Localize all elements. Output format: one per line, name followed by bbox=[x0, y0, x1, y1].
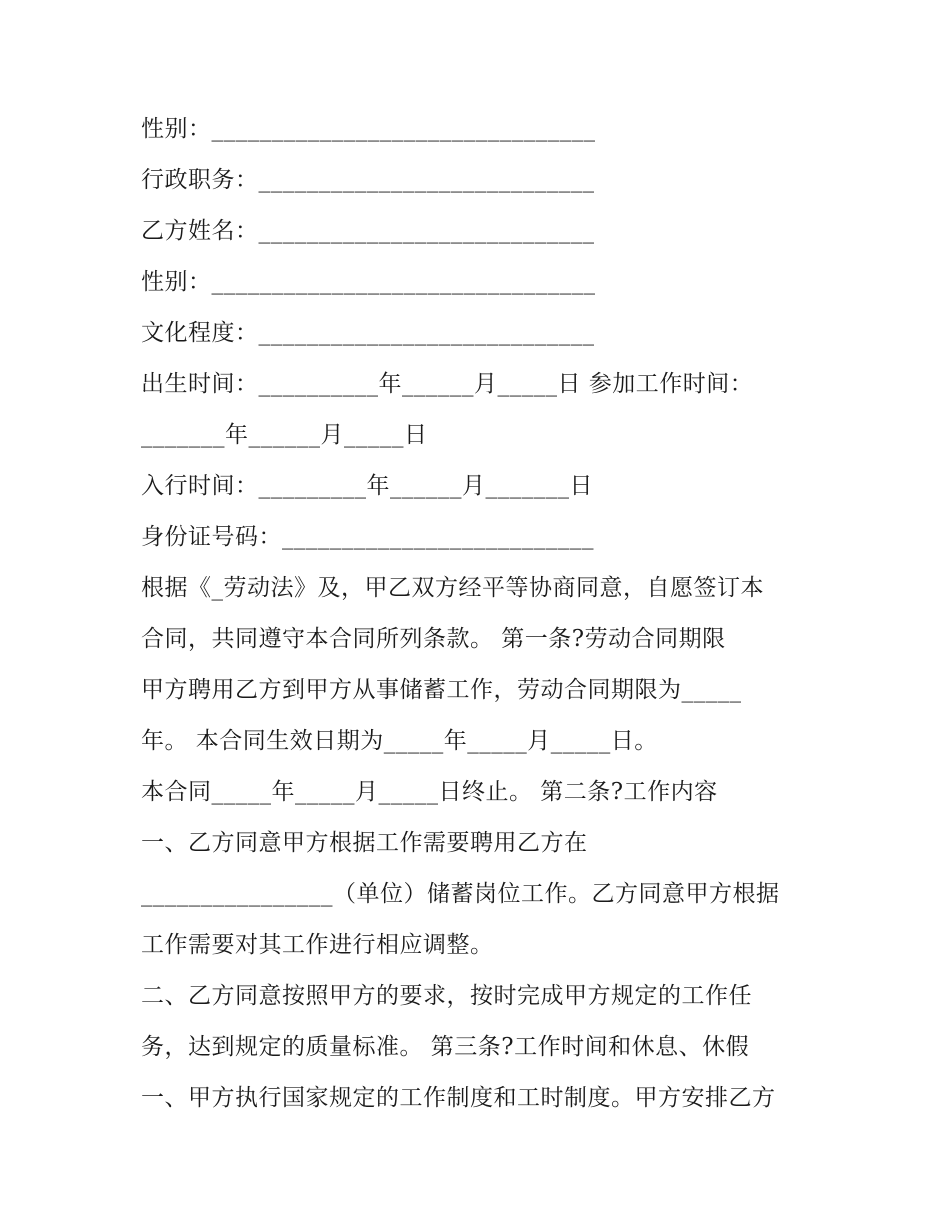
paragraph-line: 本合同_____年_____月_____日终止。 第二条?工作内容 bbox=[141, 779, 718, 805]
field-education-level: 文化程度：____________________________ bbox=[141, 320, 595, 346]
paragraph-line: 一、乙方同意甲方根据工作需要聘用乙方在 bbox=[141, 830, 588, 856]
paragraph-line: 务，达到规定的质量标准。 第三条?工作时间和休息、休假 bbox=[141, 1034, 750, 1060]
paragraph-line: 根据《_劳动法》及，甲乙双方经平等协商同意，自愿签订本 bbox=[141, 575, 764, 601]
paragraph-line: 一、甲方执行国家规定的工作制度和工时制度。甲方安排乙方 bbox=[141, 1085, 776, 1111]
paragraph-line: 年。 本合同生效日期为_____年_____月_____日。 bbox=[141, 728, 658, 754]
field-birth-date: 出生时间：__________年______月_____日 参加工作时间： bbox=[141, 371, 754, 397]
field-gender-1: 性别：________________________________ bbox=[141, 116, 596, 142]
paragraph-line: 二、乙方同意按照甲方的要求，按时完成甲方规定的工作任 bbox=[141, 983, 752, 1009]
field-party-b-name: 乙方姓名：____________________________ bbox=[141, 218, 595, 244]
paragraph-line: ________________（单位）储蓄岗位工作。乙方同意甲方根据 bbox=[141, 881, 780, 907]
field-work-start-date: _______年______月_____日 bbox=[141, 422, 428, 448]
field-gender-2: 性别：________________________________ bbox=[141, 269, 596, 295]
paragraph-line: 工作需要对其工作进行相应调整。 bbox=[141, 932, 494, 958]
paragraph-line: 甲方聘用乙方到甲方从事储蓄工作，劳动合同期限为_____ bbox=[141, 677, 742, 703]
field-industry-entry-date: 入行时间：_________年______月_______日 bbox=[141, 473, 593, 499]
paragraph-line: 合同，共同遵守本合同所列条款。 第一条?劳动合同期限 bbox=[141, 626, 726, 652]
field-id-number: 身份证号码：__________________________ bbox=[141, 524, 594, 550]
field-administrative-position: 行政职务：____________________________ bbox=[141, 167, 595, 193]
